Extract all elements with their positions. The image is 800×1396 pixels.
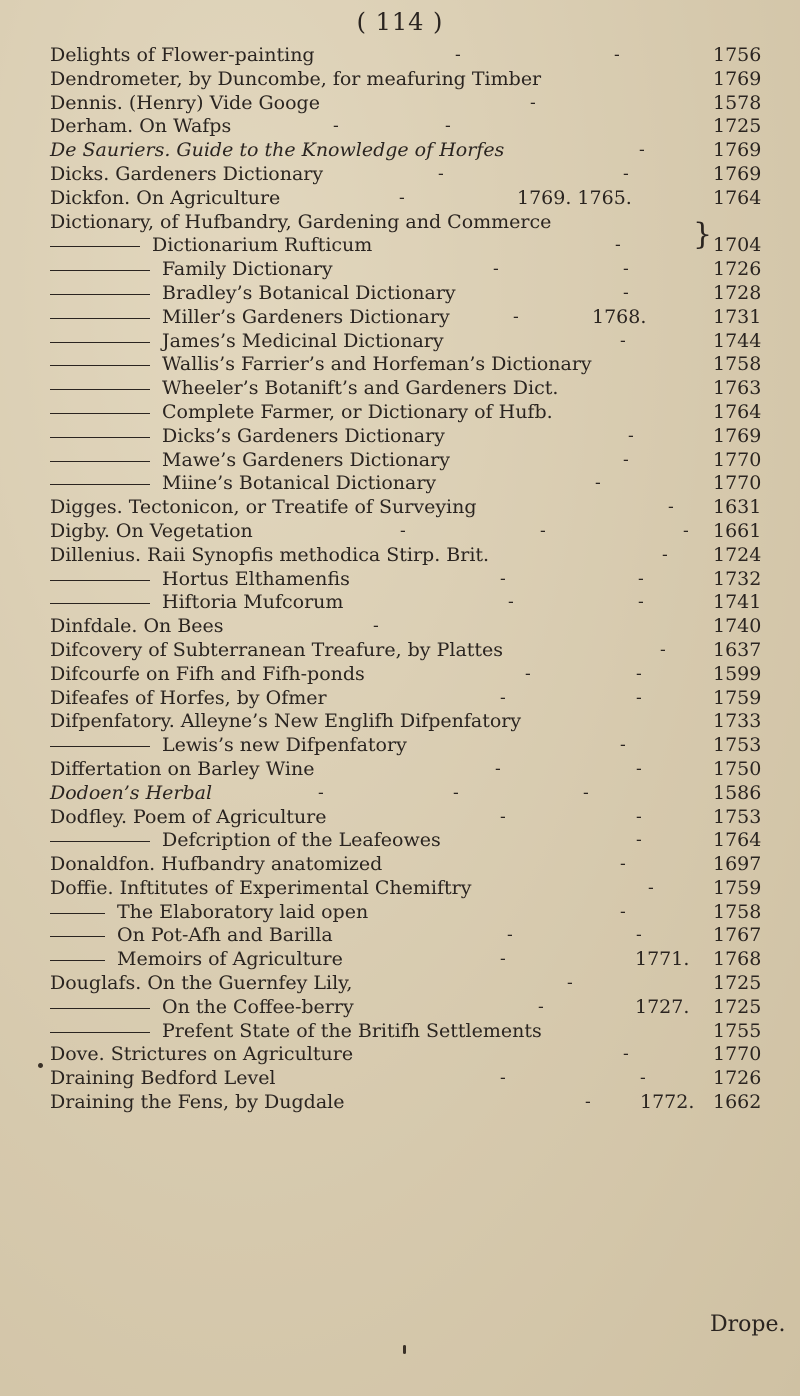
leader: - [399,187,405,208]
ditto-rule [50,270,150,271]
entry-year: 1758 [713,900,762,923]
list-item [0,163,800,187]
entry-year: 1725 [713,115,762,138]
list-item [0,234,800,258]
ditto-rule [50,1008,150,1009]
leader: - [453,782,459,803]
ditto-rule [50,746,150,747]
entry-title: Dictionarium Rufticum [152,234,373,257]
entry-title: Dodoen’s Herbal [50,781,213,804]
list-item [0,948,800,972]
entry-title: Differtation on Barley Wine [50,757,315,780]
entry-year: 1769 [713,424,762,447]
leader: - [445,116,451,137]
list-item [0,1043,800,1067]
entry-title: Dennis. (Henry) Vide Googe [50,91,320,114]
list-item [0,687,800,711]
leader: - [636,830,642,851]
ditto-rule [50,960,105,961]
leader: - [507,925,513,946]
leader: - [636,925,642,946]
ditto-rule [50,603,150,604]
entry-title: Dicks’s Gardeners Dictionary [162,424,445,447]
entry-alt-years: 1727. [635,995,690,1018]
catchword: Drope. [710,1312,786,1337]
ditto-rule [50,461,150,462]
list-item [0,568,800,592]
ditto-rule [50,342,150,343]
list-item [0,353,800,377]
leader: - [493,259,499,280]
ditto-rule [50,484,150,485]
list-item [0,306,800,330]
entry-year: 1662 [713,1091,762,1114]
entry-title: Bradley’s Botanical Dictionary [162,281,456,304]
entry-alt-years: 1772. [640,1091,695,1114]
list-item [0,996,800,1020]
leader: - [620,901,626,922]
leader: - [595,473,601,494]
ditto-rule [50,389,150,390]
ditto-rule [50,841,150,842]
leader: - [620,854,626,875]
entry-title: Complete Farmer, or Dictionary of Hufb. [162,400,553,423]
entry-title: Donaldfon. Hufbandry anatomized [50,853,383,876]
leader: - [668,497,674,518]
list-item [0,472,800,496]
list-item [0,877,800,901]
entry-year: 1741 [713,591,762,614]
entry-year: 1599 [713,662,762,685]
list-item [0,924,800,948]
leader: - [662,544,668,565]
leader: - [538,996,544,1017]
entry-title: On Pot-Afh and Barilla [117,924,333,947]
entry-year: 1764 [713,400,762,423]
entry-year: 1726 [713,258,762,281]
leader: - [540,520,546,541]
entry-title: The Elaboratory laid open [117,900,369,923]
leader: - [636,806,642,827]
entry-title: Wallis’s Farrier’s and Horfeman’s Dictionary [162,353,592,376]
list-item [0,663,800,687]
entry-year: 1744 [713,329,762,352]
leader: - [400,520,406,541]
list-item [0,496,800,520]
entry-title: Prefent State of the Britifh Settlements [162,1019,542,1042]
entry-year: 1759 [713,876,762,899]
ink-spot [38,1063,43,1068]
entry-year: 1753 [713,734,762,757]
entry-year: 1756 [713,44,762,66]
entry-title: Draining the Fens, by Dugdale [50,1091,345,1114]
page-number: ( 114 ) [356,8,444,36]
leader: - [455,45,461,65]
leader: - [508,592,514,613]
list-item [0,401,800,425]
leader: - [525,663,531,684]
entry-title: Difpenfatory. Alleyne’s New Englifh Difpenfatory [50,710,522,733]
list-item [0,829,800,853]
entry-title: Difeafes of Horfes, by Ofmer [50,686,327,709]
leader: - [660,639,666,660]
leader: - [683,520,689,541]
list-item [0,44,800,68]
list-item [0,853,800,877]
leader: - [639,140,645,161]
entry-title: On the Coffee-berry [162,995,354,1018]
entry-year: 1755 [713,1019,762,1042]
entry-title: Miine’s Botanical Dictionary [162,472,437,495]
entry-year: 1631 [713,496,762,519]
ditto-rule [50,913,105,914]
entry-year: 1769 [713,139,762,162]
list-item [0,449,800,473]
entry-year: 1725 [713,972,762,995]
entry-title: Family Dictionary [162,258,333,281]
entry-year: 1725 [713,995,762,1018]
entry-title: Miller’s Gardeners Dictionary [162,305,450,328]
leader: - [620,330,626,351]
list-item [0,282,800,306]
entry-year: 1731 [713,305,762,328]
leader: - [648,877,654,898]
leader: - [638,568,644,589]
list-item [0,544,800,568]
leader: - [530,92,536,113]
leader: - [513,306,519,327]
list-item [0,330,800,354]
list-item [0,115,800,139]
leader: - [623,259,629,280]
list-item [0,139,800,163]
list-item [0,1067,800,1091]
list-item [0,68,800,92]
entry-title: Hortus Elthamenfis [162,567,350,590]
leader: - [500,1068,506,1089]
leader: - [636,758,642,779]
entry-title: Memoirs of Agriculture [117,948,343,971]
entry-list [0,44,800,1115]
list-item [0,258,800,282]
entry-title: Dictionary, of Hufbandry, Gardening and Commerce [50,210,552,233]
ditto-rule [50,437,150,438]
entry-title: De Sauriers. Guide to the Knowledge of Horfes [50,139,505,162]
entry-year: 1750 [713,757,762,780]
entry-year: 1740 [713,615,762,638]
ditto-rule [50,1032,150,1033]
entry-year: 1733 [713,710,762,733]
entry-title: Digby. On Vegetation [50,519,253,542]
entry-title: Digges. Tectonicon, or Treatife of Surveying [50,496,477,519]
leader: - [623,163,629,184]
ditto-rule [50,318,150,319]
list-item [0,187,800,211]
list-item [0,901,800,925]
leader: - [567,973,573,994]
ditto-rule [50,294,150,295]
ditto-rule [50,365,150,366]
entry-title: Dickfon. On Agriculture [50,186,281,209]
entry-year: 1758 [713,353,762,376]
entry-title: Lewis’s new Difpenfatory [162,734,407,757]
entry-title: Dodfley. Poem of Agriculture [50,805,327,828]
leader: - [636,687,642,708]
list-item [0,520,800,544]
entry-year: 1768 [713,948,762,971]
leader: - [640,1068,646,1089]
entry-title: Dendrometer, by Duncombe, for meafuring Timber [50,67,542,90]
leader: - [500,687,506,708]
list-item [0,758,800,782]
entry-year: 1732 [713,567,762,590]
entry-title: Derham. On Wafps [50,115,232,138]
entry-year: 1728 [713,281,762,304]
list-item [0,1020,800,1044]
entry-title: Difcourfe on Fifh and Fifh-ponds [50,662,365,685]
entry-title: Doffie. Inftitutes of Experimental Chemiftry [50,876,472,899]
entry-title: Douglafs. On the Guernfey Lily, [50,972,353,995]
leader: - [500,806,506,827]
entry-year: 1763 [713,377,762,400]
brace: } [693,216,713,252]
entry-year: 1759 [713,686,762,709]
entry-year: 1637 [713,638,762,661]
leader: - [495,758,501,779]
leader: - [623,449,629,470]
entry-year: 1704 [713,234,762,257]
entry-year: 1578 [713,91,762,114]
entry-year: 1764 [713,186,762,209]
entry-year: 1697 [713,853,762,876]
leader: - [638,592,644,613]
leader: - [628,425,634,446]
list-item [0,92,800,116]
leader: - [614,45,620,65]
entry-title: James’s Medicinal Dictionary [162,329,444,352]
leader: - [500,949,506,970]
entry-year: 1770 [713,448,762,471]
leader: - [623,1044,629,1065]
entry-year: 1764 [713,829,762,852]
entry-title: Draining Bedford Level [50,1067,276,1090]
list-item [0,1091,800,1115]
leader: - [636,663,642,684]
entry-year: 1769 [713,162,762,185]
entry-year: 1724 [713,543,762,566]
entry-year: 1767 [713,924,762,947]
entry-title: Hiftoria Mufcorum [162,591,344,614]
list-item [0,377,800,401]
entry-title: Wheeler’s Botanift’s and Gardeners Dict. [162,377,559,400]
leader: - [583,782,589,803]
leader: - [620,735,626,756]
leader: - [615,235,621,256]
leader: - [500,568,506,589]
entry-year: 1661 [713,519,762,542]
ditto-rule [50,246,140,247]
entry-year: 1753 [713,805,762,828]
entry-alt-years: 1768. [592,305,647,328]
entry-title: Dinfdale. On Bees [50,615,224,638]
list-item [0,639,800,663]
ditto-rule [50,936,105,937]
entry-year: 1770 [713,472,762,495]
ink-spot [403,1345,406,1354]
leader: - [333,116,339,137]
list-item [0,591,800,615]
list-item [0,425,800,449]
leader: - [318,782,324,803]
leader: - [373,616,379,637]
ditto-rule [50,580,150,581]
entry-title: Difcovery of Subterranean Treafure, by Plattes [50,638,504,661]
entry-year: 1726 [713,1067,762,1090]
leader: - [438,163,444,184]
entry-title: Mawe’s Gardeners Dictionary [162,448,450,471]
list-item [0,734,800,758]
entry-title: Defcription of the Leafeowes [162,829,441,852]
entry-title: Dicks. Gardeners Dictionary [50,162,324,185]
entry-alt-years: 1771. [635,948,690,971]
entry-title: Dove. Strictures on Agriculture [50,1043,354,1066]
entry-title: Delights of Flower-painting [50,44,315,66]
leader: - [585,1092,591,1113]
entry-year: 1770 [713,1043,762,1066]
leader: - [623,282,629,303]
entry-title: Dillenius. Raii Synopfis methodica Stirp. Brit. [50,543,490,566]
list-item [0,710,800,734]
list-item [0,615,800,639]
ditto-rule [50,413,150,414]
entry-year: 1586 [713,781,762,804]
list-item [0,806,800,830]
list-item [0,782,800,806]
entry-year: 1769 [713,67,762,90]
entry-alt-years: 1769. 1765. [517,186,632,209]
list-item [0,972,800,996]
